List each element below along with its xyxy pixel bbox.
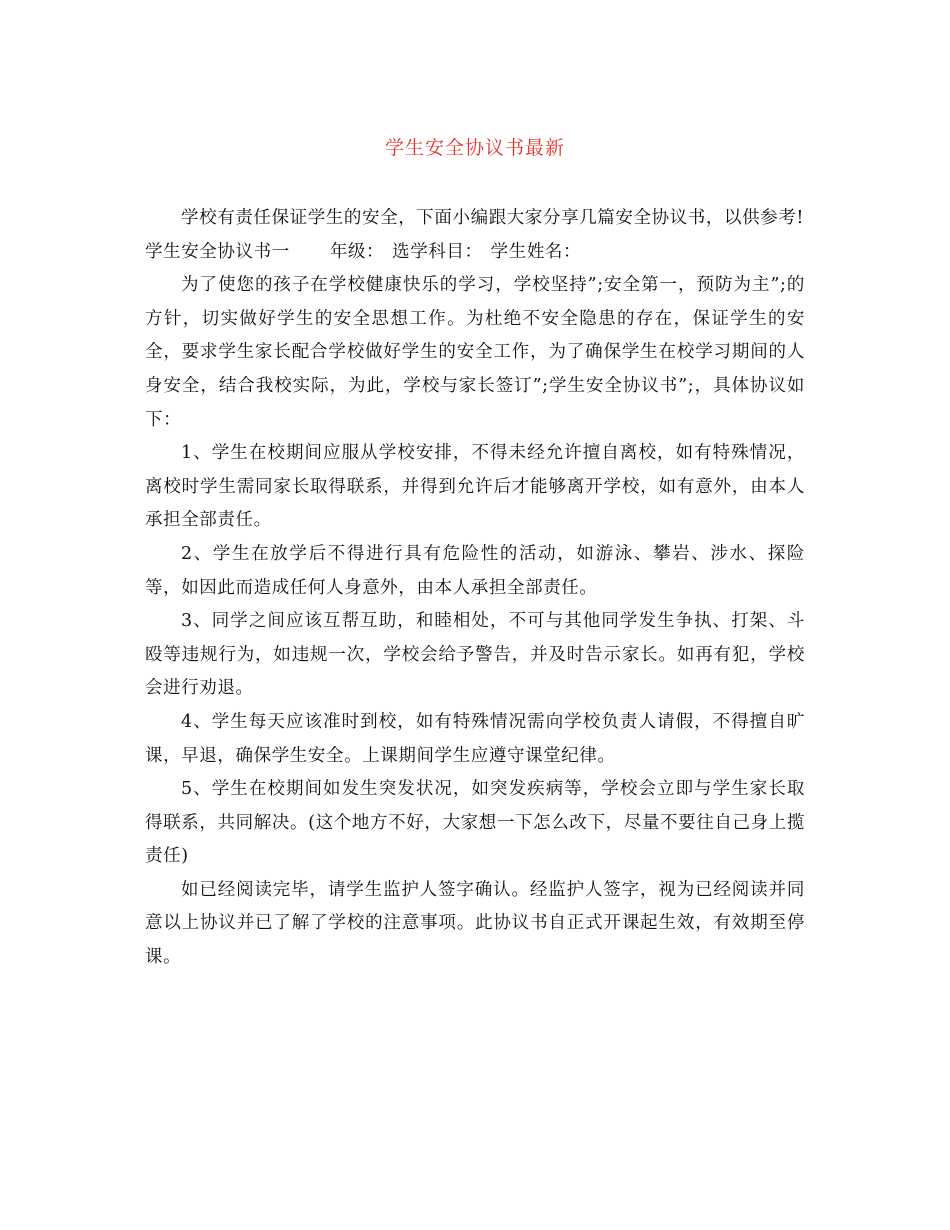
clause-3-paragraph: 3、同学之间应该互帮互助，和睦相处，不可与其他同学发生争执、打架、斗殴等违规行为，如违规一次，学校会给予警告，并及时告示家长。如再有犯，学校会进行劝退。 — [145, 611, 805, 699]
document-title: 学生安全协议书最新 — [384, 137, 565, 159]
clause-5-paragraph: 5、学生在校期间如发生突发状况，如突发疾病等，学校会立即与学生家长取得联系，共同解决。(这个地方不好，大家想一下怎么改下，尽量不要往自己身上揽责任) — [145, 779, 805, 867]
agreement-meta-line — [145, 236, 805, 270]
closing-paragraph: 如已经阅读完毕，请学生监护人签字确认。经监护人签字，视为已经阅读并同意以上协议并已了解了学校的注意事项。此协议书自正式开课起生效，有效期至停课。 — [145, 879, 805, 968]
document-body — [145, 202, 805, 975]
student-name-label: 学生姓名： — [490, 241, 582, 262]
clause-4-paragraph: 4、学生每天应该准时到校，如有特殊情况需向学校负责人请假，不得擅自旷课，早退，确保学生安全。上课期间学生应遵守课堂纪律。 — [145, 711, 805, 766]
intro-paragraph: 学校有责任保证学生的安全，下面小编跟大家分享几篇安全协议书，以供参考! — [181, 208, 805, 228]
clause-2-paragraph: 2、学生在放学后不得进行具有危险性的活动，如游泳、攀岩、涉水、探险等，如因此而造成任何人身意外，由本人承担全部责任。 — [145, 543, 805, 598]
preamble-paragraph: 为了使您的孩子在学校健康快乐的学习，学校坚持”;安全第一，预防为主”;的方针，切实做好学生的安全思想工作。为杜绝不安全隐患的存在，保证学生的安全，要求学生家长配合学校做好学生的安全工作，为了确保学生在校学习期间的人身安全，结合我校实际，为此，学校与家长签订”;学生安全协议书”;，具体协议如下： — [145, 275, 805, 430]
subject-label: 选学科目： — [392, 241, 483, 262]
grade-label: 年级： — [329, 241, 385, 262]
clause-1-paragraph: 1、学生在校期间应服从学校安排，不得未经允许擅自离校，如有特殊情况，离校时学生需同家长取得联系，并得到允许后才能够离开学校，如有意外，由本人承担全部责任。 — [145, 443, 805, 531]
agreement-heading: 学生安全协议书一 — [145, 241, 290, 262]
